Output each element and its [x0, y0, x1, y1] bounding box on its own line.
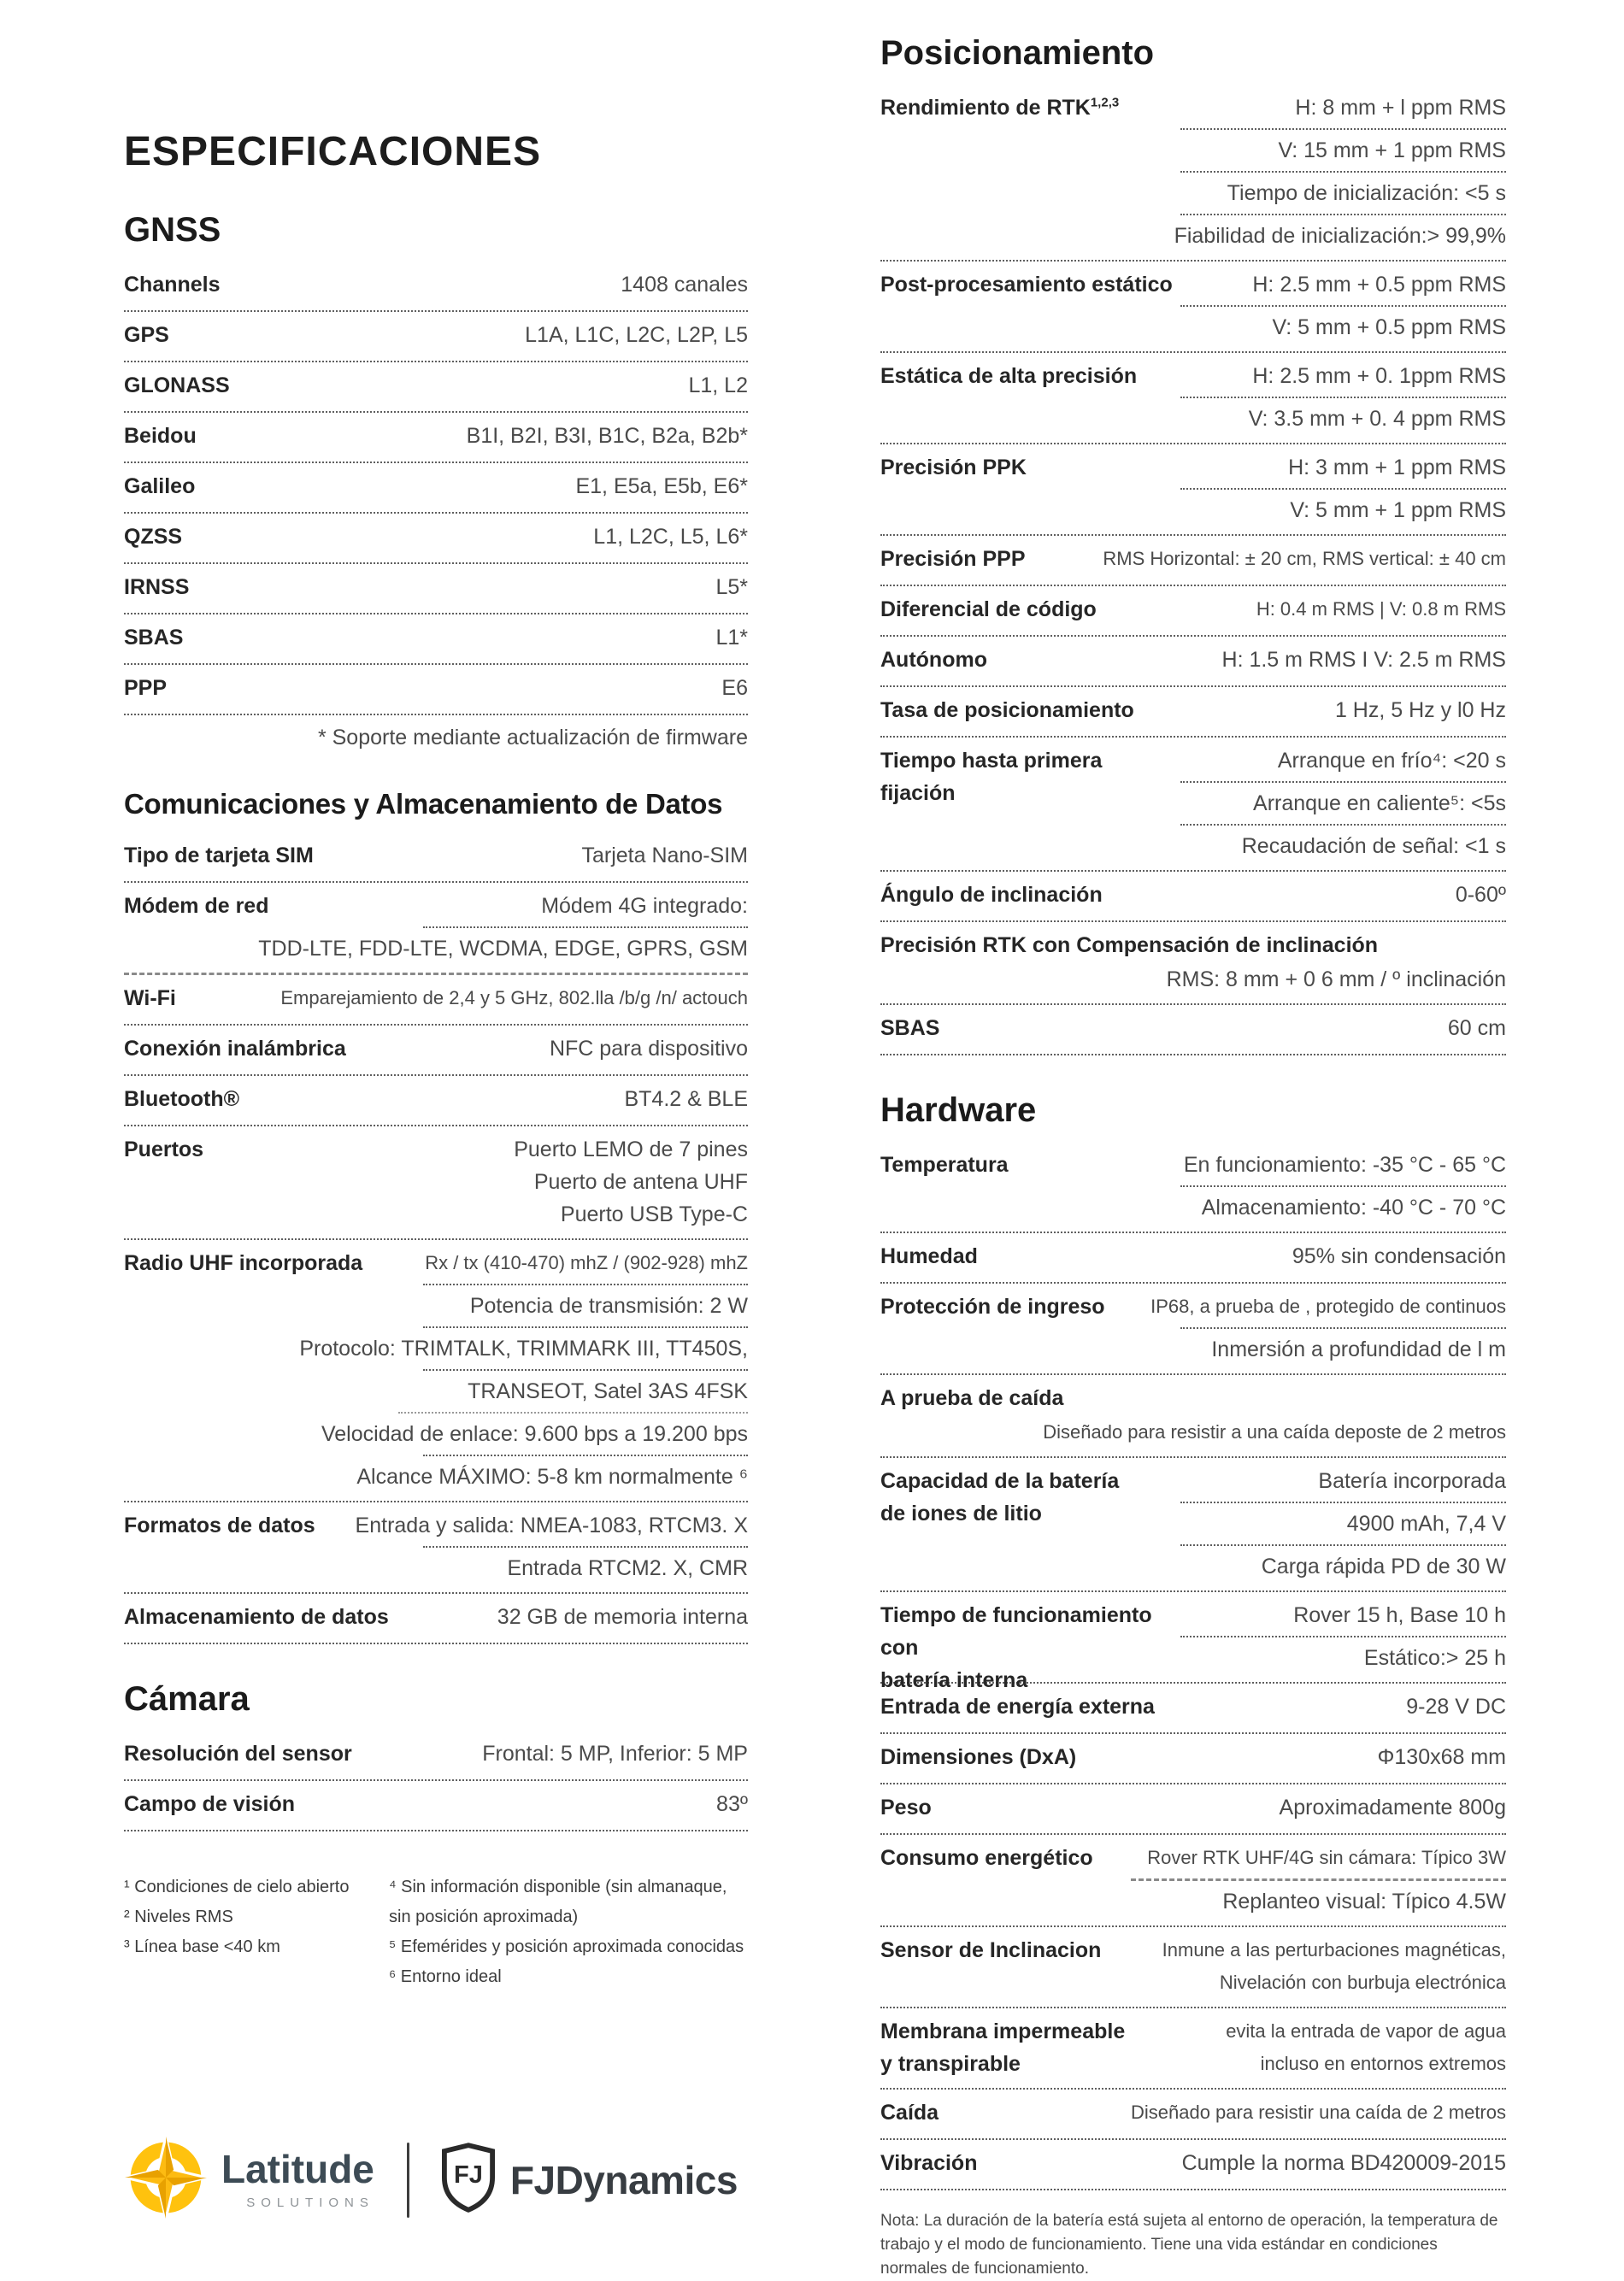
spec-value: E6	[721, 676, 748, 700]
latitude-compass-icon	[124, 2136, 208, 2224]
spec-label-text: Temperatura	[880, 1153, 1009, 1177]
spec-label	[124, 520, 182, 553]
value-separator	[1131, 1878, 1506, 1881]
spec-row	[124, 1731, 748, 1778]
spec-value: Entrada RTCM2. X, CMR	[507, 1556, 748, 1580]
spec-value: L5*	[715, 575, 748, 599]
page-title: ESPECIFICACIONES	[124, 129, 542, 174]
spec-value: Arranque en frío⁴: <20 s	[1277, 749, 1506, 773]
spec-label-text: Beidou	[124, 424, 197, 448]
spec-row	[124, 362, 748, 409]
spec-value: E1, E5a, E5b, E6*	[575, 474, 748, 498]
spec-label	[124, 571, 189, 603]
spec-row	[124, 463, 748, 510]
spec-label	[880, 1741, 1076, 1773]
spec-label	[124, 1133, 203, 1166]
spec-label	[880, 1382, 1506, 1416]
spec-values	[124, 520, 748, 553]
spec-label-text: Radio UHF incorporada	[124, 1251, 363, 1275]
spec-row	[124, 1594, 748, 1641]
spec-value: Velocidad de enlace: 9.600 bps a 19.200 bps	[321, 1422, 748, 1446]
spec-value: H: 3 mm + 1 ppm RMS	[1288, 456, 1506, 479]
spec-label-text: Entrada de energía externa	[880, 1695, 1155, 1719]
spec-label-text: Capacidad de la batería	[880, 1469, 1120, 1493]
spec-label-superscript: 1,2,3	[1090, 95, 1120, 110]
spec-row	[124, 413, 748, 460]
spec-label	[880, 451, 1027, 484]
spec-value: Puerto LEMO de 7 pines	[514, 1138, 748, 1161]
spec-label-text: Vibración	[880, 2151, 978, 2175]
spec-value: 32 GB de memoria interna	[497, 1605, 748, 1629]
section-title: Cámara	[124, 1680, 250, 1718]
spec-row	[880, 2008, 1506, 2086]
spec-label-text: Protección de ingreso	[880, 1295, 1105, 1319]
spec-value: H: 1.5 m RMS I V: 2.5 m RMS	[1221, 648, 1506, 672]
value-separator	[1180, 1185, 1506, 1187]
spec-label-text: IRNSS	[124, 575, 190, 599]
svg-text:FJ: FJ	[453, 2160, 483, 2189]
spec-row	[880, 586, 1506, 633]
spec-row	[880, 1375, 1506, 1455]
spec-row	[880, 1458, 1506, 1589]
spec-row	[880, 1592, 1506, 1692]
spec-value: L1, L2	[688, 373, 748, 397]
value-separator	[1180, 1544, 1506, 1546]
spec-row	[880, 1927, 1506, 2005]
spec-row	[880, 1233, 1506, 1280]
spec-label-text: Precisión PPP	[880, 547, 1026, 571]
spec-label	[880, 929, 1506, 963]
spec-value: 1408 canales	[621, 273, 748, 297]
spec-values	[124, 1247, 748, 1493]
section-gnss	[124, 211, 748, 752]
spec-value: Entrada y salida: NMEA-1083, RTCM3. X	[355, 1514, 748, 1537]
spec-value: Tarjeta Nano-SIM	[581, 844, 748, 867]
spec-label	[880, 91, 1119, 124]
spec-row	[880, 922, 1506, 1002]
spec-row	[880, 2090, 1506, 2137]
spec-value: Módem 4G integrado:	[541, 894, 748, 918]
footnote-line: ¹ Condiciones de cielo abierto	[124, 1878, 350, 1896]
spec-label	[880, 1599, 1180, 1696]
value-separator	[398, 1412, 748, 1414]
spec-label	[880, 694, 1134, 726]
spec-value: IP68, a prueba de , protegido de continuos	[1150, 1296, 1506, 1317]
spec-value: V: 5 mm + 1 ppm RMS	[1290, 498, 1506, 522]
spec-value: 83º	[716, 1792, 748, 1816]
spec-value: Fiabilidad de inicialización:> 99,9%	[1174, 224, 1506, 248]
spec-row	[124, 1076, 748, 1123]
spec-row	[124, 1781, 748, 1828]
spec-label-text: A prueba de caída	[880, 1386, 1064, 1410]
spec-values	[124, 1133, 748, 1231]
spec-label-text: Módem de red	[124, 894, 269, 918]
spec-value: Rx / tx (410-470) mhZ / (902-928) mhZ	[425, 1252, 748, 1273]
spec-value: Rover 15 h, Base 10 h	[1293, 1603, 1506, 1627]
value-separator	[1180, 781, 1506, 783]
spec-row	[880, 1142, 1506, 1230]
spec-label	[880, 2015, 1125, 2080]
spec-value: Aproximadamente 800g	[1279, 1796, 1506, 1820]
spec-row	[124, 262, 748, 309]
value-separator	[1180, 305, 1506, 307]
spec-value: H: 0.4 m RMS | V: 0.8 m RMS	[1256, 598, 1506, 620]
spec-row	[880, 444, 1506, 532]
spec-label	[880, 360, 1137, 392]
spec-label-text: Humedad	[880, 1244, 978, 1268]
spec-values	[124, 319, 748, 351]
spec-label-text: Peso	[880, 1796, 932, 1820]
spec-label	[124, 1509, 315, 1542]
footnote-line: ² Niveles RMS	[124, 1908, 233, 1926]
spec-value: 9-28 V DC	[1406, 1695, 1506, 1719]
spec-value: Estático:> 25 h	[1363, 1646, 1506, 1670]
spec-row	[124, 1502, 748, 1590]
spec-label-text: Tipo de tarjeta SIM	[124, 844, 314, 867]
spec-row	[124, 665, 748, 712]
spec-label-text: Estática de alta precisión	[880, 364, 1138, 388]
spec-label-text: Consumo energético	[880, 1846, 1093, 1870]
spec-values	[124, 420, 748, 452]
latitude-name: Latitude	[221, 2147, 374, 2191]
spec-value: Diseñado para resistir a una caída deposte de 2 metros	[1043, 1421, 1506, 1443]
spec-value: H: 2.5 mm + 0. 1ppm RMS	[1252, 364, 1506, 388]
spec-value: RMS: 8 mm + 0 6 mm / º inclinación	[1166, 967, 1506, 991]
spec-label-text: Formatos de datos	[124, 1514, 315, 1537]
spec-label	[124, 1247, 362, 1279]
spec-label-line2: de iones de litio	[880, 1502, 1042, 1526]
spec-row	[880, 637, 1506, 684]
section-title: Posicionamiento	[880, 34, 1155, 72]
spec-row	[124, 883, 748, 971]
spec-label	[880, 2147, 977, 2179]
spec-label-text: Resolución del sensor	[124, 1742, 352, 1766]
spec-row	[880, 353, 1506, 441]
spec-value: V: 3.5 mm + 0. 4 ppm RMS	[1248, 407, 1506, 431]
spec-row	[880, 872, 1506, 919]
spec-label	[880, 744, 1180, 809]
spec-value: V: 15 mm + 1 ppm RMS	[1278, 138, 1506, 162]
spec-value: B1I, B2I, B3I, B1C, B2a, B2b*	[466, 424, 748, 448]
spec-row	[880, 1835, 1506, 1924]
spec-value: Arranque en caliente⁵: <5s	[1253, 791, 1506, 815]
spec-value: Potencia de transmisión: 2 W	[469, 1294, 748, 1318]
spec-label	[124, 319, 169, 351]
spec-value: Diseñado para resistir una caída de 2 metros	[1130, 2102, 1506, 2123]
spec-row	[880, 1284, 1506, 1372]
spec-values	[880, 963, 1506, 996]
spec-value: evita la entrada de vapor de agua	[1226, 2020, 1506, 2042]
fjdynamics-logo	[442, 2143, 738, 2217]
spec-value: Frontal: 5 MP, Inferior: 5 MP	[482, 1742, 748, 1766]
spec-label	[880, 1842, 1093, 1874]
spec-value: 0-60º	[1455, 883, 1506, 907]
footnotes-column-2	[389, 1872, 748, 1992]
spec-label-text: Channels	[124, 273, 221, 297]
fjdynamics-name: FJDynamics	[509, 2157, 738, 2202]
spec-row	[124, 1126, 748, 1237]
spec-label-text: Wi-Fi	[124, 986, 176, 1010]
spec-row	[880, 85, 1506, 258]
spec-value: 1 Hz, 5 Hz y l0 Hz	[1334, 698, 1506, 722]
spec-label	[880, 879, 1103, 911]
footnote-line: ⁶ Entorno ideal	[389, 1967, 502, 1986]
spec-label-text: Autónomo	[880, 648, 987, 672]
spec-label-text: PPP	[124, 676, 168, 700]
spec-label-text: Galileo	[124, 474, 196, 498]
spec-value: Protocolo: TRIMTALK, TRIMMARK III, TT450S,	[299, 1337, 748, 1361]
value-separator	[423, 1455, 748, 1456]
spec-label	[880, 2096, 939, 2129]
value-separator	[1180, 1327, 1506, 1329]
spec-value: RMS Horizontal: ± 20 cm, RMS vertical: ± 40 cm	[1103, 548, 1506, 569]
brand-logos	[124, 2136, 748, 2224]
spec-values	[124, 470, 748, 503]
section-title: Comunicaciones y Almacenamiento de Datos	[124, 788, 723, 820]
spec-value: Nivelación con burbuja electrónica	[1219, 1972, 1506, 1993]
spec-value: H: 2.5 mm + 0.5 ppm RMS	[1252, 273, 1506, 297]
spec-value: Puerto de antena UHF	[533, 1170, 748, 1194]
value-separator	[1180, 1502, 1506, 1503]
value-separator	[1180, 824, 1506, 826]
spec-label-text: Tasa de posicionamiento	[880, 698, 1134, 722]
spec-value: 4900 mAh, 7,4 V	[1346, 1512, 1506, 1536]
section-posicionamiento	[880, 34, 1506, 1055]
spec-label-text: Tiempo de funcionamiento con	[880, 1603, 1152, 1660]
spec-value: Almacenamiento: -40 °C - 70 °C	[1201, 1196, 1506, 1220]
spec-label	[124, 672, 167, 704]
section-hardware	[880, 1091, 1506, 2190]
spec-label	[124, 982, 176, 1014]
spec-values	[880, 1012, 1506, 1044]
value-separator	[1180, 128, 1506, 130]
fjdynamics-shield-icon	[442, 2143, 495, 2217]
spec-label-line2: y transpirable	[880, 2052, 1021, 2076]
spec-row	[880, 687, 1506, 734]
spec-label	[880, 593, 1097, 626]
spec-label-text: Post-procesamiento estático	[880, 273, 1173, 297]
value-separator	[1180, 488, 1506, 490]
spec-row	[124, 1026, 748, 1073]
section-camara	[124, 1680, 748, 1831]
value-separator	[1180, 397, 1506, 398]
spec-values	[124, 571, 748, 603]
spec-label	[124, 1788, 295, 1820]
footnotes	[124, 1872, 748, 1992]
value-separator	[1180, 214, 1506, 215]
value-separator	[1180, 171, 1506, 173]
spec-label-text: Diferencial de código	[880, 597, 1097, 621]
spec-label-text: Membrana impermeable	[880, 2019, 1126, 2043]
spec-value: Puerto USB Type-C	[560, 1202, 748, 1226]
spec-values	[880, 2096, 1506, 2129]
value-separator	[423, 1284, 748, 1285]
spec-value: TDD-LTE, FDD-LTE, WCDMA, EDGE, GPRS, GSM	[258, 937, 748, 961]
spec-label	[880, 1690, 1155, 1723]
spec-label-text: QZSS	[124, 525, 183, 549]
spec-value: NFC para dispositivo	[549, 1037, 748, 1061]
spec-value: Recaudación de señal: <1 s	[1241, 834, 1506, 858]
spec-label	[880, 1290, 1105, 1323]
spec-value: 95% sin condensación	[1292, 1244, 1506, 1268]
row-separator	[880, 1054, 1506, 1055]
row-separator	[124, 1643, 748, 1644]
spec-label-text: GPS	[124, 323, 169, 347]
spec-label-text: Precisión PPK	[880, 456, 1027, 479]
latitude-logo	[124, 2136, 374, 2224]
spec-label	[124, 1737, 352, 1770]
spec-value: Tiempo de inicialización: <5 s	[1227, 181, 1506, 205]
spec-label-text: GLONASS	[124, 373, 230, 397]
spec-value: Cumple la norma BD420009-2015	[1181, 2151, 1506, 2175]
spec-label	[124, 890, 268, 922]
spec-value: Φ130x68 mm	[1377, 1745, 1506, 1769]
spec-label-text: Puertos	[124, 1138, 204, 1161]
spec-value: L1A, L1C, L2C, L2P, L5	[525, 323, 748, 347]
spec-value: 60 cm	[1447, 1016, 1506, 1040]
spec-label	[124, 470, 195, 503]
section-comunicaciones-y-almacenamiento-de-datos	[124, 788, 748, 1644]
logo-divider	[407, 2143, 409, 2218]
spec-row	[880, 1005, 1506, 1052]
spec-label-text: SBAS	[880, 1016, 940, 1040]
spec-label-text: Rendimiento de RTK	[880, 96, 1091, 120]
battery-note: Nota: La duración de la batería está sujeta al entorno de operación, la temperatura de trabajo y el modo de funcionamiento. Tiene una vida estándar en condiciones normales de funcionamiento.	[880, 2212, 1498, 2278]
spec-row	[124, 514, 748, 561]
right-sections	[880, 34, 1506, 2190]
spec-row	[880, 536, 1506, 583]
spec-row	[880, 2140, 1506, 2187]
value-separator	[423, 1546, 748, 1548]
spec-row	[880, 1684, 1506, 1731]
spec-value: incluso en entornos extremos	[1260, 2053, 1506, 2074]
spec-label-text: SBAS	[124, 626, 184, 650]
spec-label	[124, 369, 230, 402]
spec-value: Emparejamiento de 2,4 y 5 GHz, 802.lla /b/g /n/ actouch	[280, 987, 748, 1008]
left-sections	[124, 211, 748, 1831]
spec-value: Alcance MÁXIMO: 5-8 km normalmente ⁶	[356, 1465, 748, 1489]
latitude-solutions-label: SOLUTIONS	[246, 2196, 374, 2210]
spec-row	[124, 312, 748, 359]
spec-row	[880, 1784, 1506, 1831]
spec-value: Inmersión a profundidad de l m	[1211, 1337, 1506, 1361]
spec-label	[880, 1240, 978, 1273]
spec-value: Rover RTK UHF/4G sin cámara: Típico 3W	[1147, 1847, 1506, 1868]
spec-label	[124, 1601, 389, 1633]
spec-value: Inmune a las perturbaciones magnéticas,	[1162, 1939, 1506, 1961]
spec-values	[124, 672, 748, 704]
spec-label	[880, 1012, 939, 1044]
firmware-note: * Soporte mediante actualización de firmware	[317, 726, 748, 750]
spec-label	[124, 420, 197, 452]
spec-label-text: Caída	[880, 2101, 939, 2125]
spec-label	[880, 644, 987, 676]
section-title: GNSS	[124, 211, 221, 249]
spec-label	[880, 543, 1026, 575]
spec-label-text: Almacenamiento de datos	[124, 1605, 389, 1629]
spec-label	[124, 839, 314, 872]
spec-label	[124, 1083, 239, 1115]
spec-row	[124, 832, 748, 879]
footnote-line: ⁴ Sin información disponible (sin almanaque, sin posición aproximada)	[389, 1878, 727, 1926]
spec-label-text: Ángulo de inclinación	[880, 883, 1103, 907]
spec-label-text: Bluetooth®	[124, 1087, 240, 1111]
latitude-wordmark	[221, 2149, 374, 2210]
spec-label-text: Dimensiones (DxA)	[880, 1745, 1077, 1769]
value-separator	[423, 926, 748, 928]
row-separator	[880, 2189, 1506, 2190]
spec-value: TRANSEOT, Satel 3AS 4FSK	[468, 1379, 748, 1403]
spec-value: L1, L2C, L5, L6*	[593, 525, 748, 549]
spec-label-text: Campo de visión	[124, 1792, 296, 1816]
spec-label	[880, 1791, 932, 1824]
spec-value: Replanteo visual: Típico 4.5W	[1222, 1890, 1506, 1914]
spec-value: L1*	[715, 626, 748, 650]
spec-row	[124, 1240, 748, 1499]
value-separator	[423, 1326, 748, 1328]
spec-label	[124, 268, 221, 301]
spec-label-text: Tiempo hasta primera fijación	[880, 749, 1103, 805]
spec-value: BT4.2 & BLE	[624, 1087, 748, 1111]
spec-row	[124, 564, 748, 611]
spec-row	[880, 738, 1506, 868]
spec-values	[880, 1791, 1506, 1824]
left-column	[124, 0, 748, 2224]
spec-values	[124, 621, 748, 654]
spec-row	[124, 975, 748, 1022]
spec-label	[880, 1934, 1101, 1966]
spec-label-text: Conexión inalámbrica	[124, 1037, 346, 1061]
right-column	[880, 0, 1506, 2281]
spec-values	[124, 982, 748, 1014]
value-separator	[423, 1369, 748, 1371]
footnotes-column-1	[124, 1872, 351, 1992]
spec-values	[880, 1416, 1506, 1449]
section-title: Hardware	[880, 1091, 1037, 1129]
spec-label-text: Sensor de Inclinacion	[880, 1938, 1102, 1962]
spec-label	[124, 621, 183, 654]
spec-row	[880, 1734, 1506, 1781]
spec-value: V: 5 mm + 0.5 ppm RMS	[1272, 315, 1506, 339]
spec-row	[124, 614, 748, 661]
spec-label-line2: batería interna	[880, 1668, 1028, 1692]
spec-label	[880, 1465, 1119, 1530]
spec-value: Batería incorporada	[1318, 1469, 1506, 1493]
spec-value: En funcionamiento: -35 °C - 65 °C	[1183, 1153, 1506, 1177]
spec-label	[880, 268, 1173, 301]
value-separator	[1180, 1636, 1506, 1637]
spec-label-text: Precisión RTK con Compensación de inclinación	[880, 933, 1379, 957]
spec-value: Carga rápida PD de 30 W	[1261, 1555, 1506, 1578]
footnote-line: ⁵ Efemérides y posición aproximada conocidas	[389, 1937, 744, 1956]
spec-row	[880, 262, 1506, 350]
footnote-line: ³ Línea base <40 km	[124, 1937, 280, 1956]
spec-label	[124, 1032, 346, 1065]
row-separator	[124, 1830, 748, 1831]
spec-label	[880, 1149, 1009, 1181]
spec-value: H: 8 mm + l ppm RMS	[1295, 96, 1506, 120]
